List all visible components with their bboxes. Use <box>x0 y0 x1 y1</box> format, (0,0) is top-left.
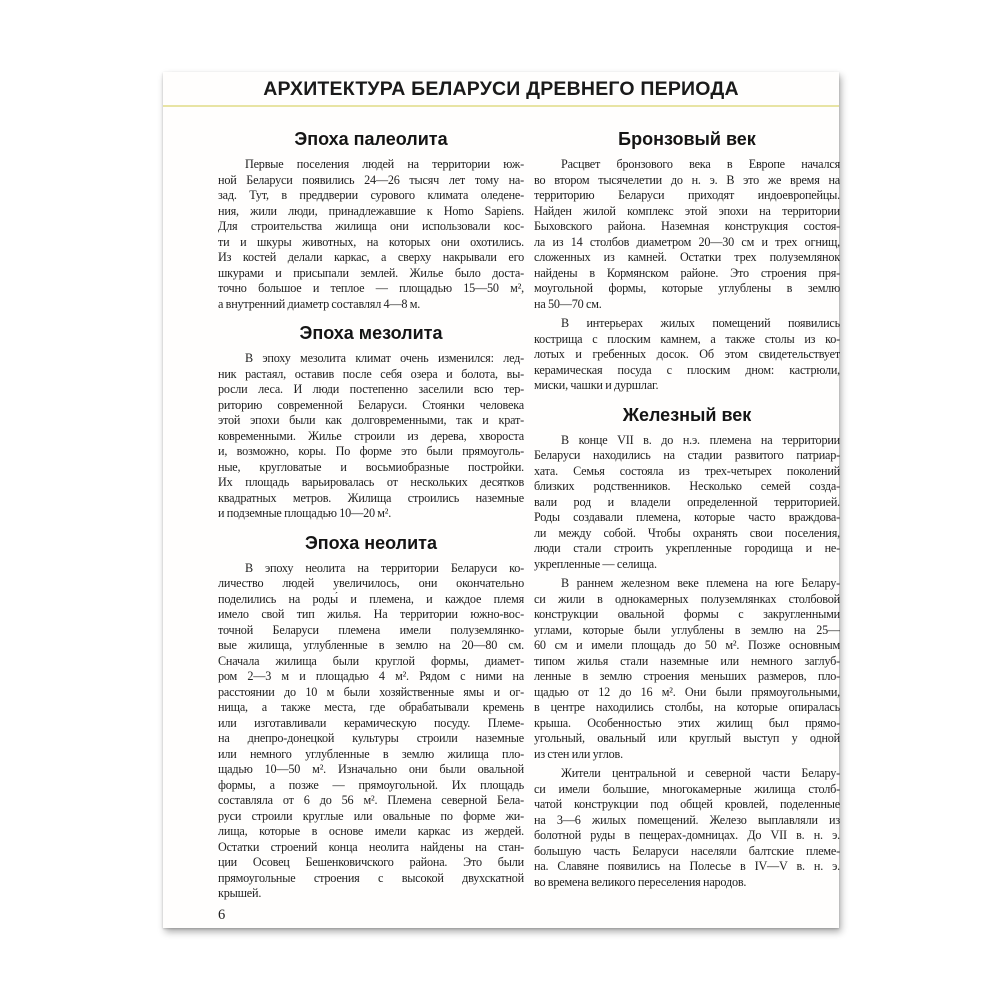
text-line: щадью 10—50 м². Изначально они были овальной <box>218 762 524 776</box>
text-line: моугольной формы, которые углублены в землю <box>534 281 840 295</box>
text-line: керамическая посуда с плоским дном: кастрюли, <box>534 362 840 377</box>
section-heading: Бронзовый век <box>618 129 756 149</box>
text-line: этой эпохи были как долговременными, так и крат- <box>218 413 524 427</box>
text-line: Их площадь варьировалась от нескольких десятков <box>218 475 524 489</box>
text-line: миски, чашки и дуршлаг. <box>534 378 659 392</box>
text-line: на днепро-донецкой культуры строили наземные <box>218 731 524 745</box>
text-line: В эпоху мезолита климат очень изменился: лед- <box>245 351 524 365</box>
text-line: формы, а позже — прямоугольной. Их площадь <box>218 777 524 792</box>
text-line: личество людей увеличилось, они окончательно <box>218 576 524 590</box>
section-heading: Эпоха неолита <box>304 532 437 553</box>
text-line: си жили в однокамерных полуземлянках столбовой <box>534 591 840 606</box>
text-line: люди стали строить укрепленные городища и не- <box>534 541 840 555</box>
text-line: углами, которые были углублены в землю на 25— <box>534 622 840 637</box>
text-line: поделились на роды́ и племена, и каждое племя <box>218 591 524 606</box>
text-columns <box>218 128 840 902</box>
text-line: крышей. <box>218 886 262 900</box>
text-line: ленные в землю строения меньших размеров, пло- <box>534 669 840 683</box>
text-line: или изготавливали керамическую посуду. Племе- <box>218 715 524 730</box>
text-line: ции Осовец Бешенковичского района. Это были <box>218 855 524 869</box>
text-line: зад. Тут, в преддверии сурового климата оледене- <box>218 188 524 202</box>
text-line: точно большое и теплое — площадью 15—50 м², <box>218 281 524 295</box>
text-line: росли леса. И люди постепенно заселили всю тер- <box>218 382 524 396</box>
text-line: угольный, овальный или круглый выступ у одной <box>534 731 840 745</box>
text-line: и, возможно, коры. По форме это были прямоуголь- <box>218 444 524 458</box>
text-line: руси строили круглые или овальные по форме жи- <box>218 808 524 823</box>
paragraph <box>534 433 840 573</box>
text-line: ной Беларуси появились 24—26 тысяч лет тому на- <box>218 172 524 187</box>
text-line: ник растаял, оставив после себя озера и болота, вы- <box>218 366 524 381</box>
text-line: болотной руды в пещерах-домницах. До VII в. н. э. <box>534 828 840 842</box>
page-title: АРХИТЕКТУРА БЕЛАРУСИ ДРЕВНЕГО ПЕРИОДА <box>263 78 739 100</box>
paragraph <box>218 351 524 522</box>
paragraph <box>534 766 840 890</box>
text-line: ковременными. Жилье строили из дерева, хвороста <box>218 428 524 443</box>
text-line: на 3—6 жилых помещений. Железо выплавляли из <box>534 812 840 827</box>
paragraph <box>218 561 524 902</box>
text-line: Найден жилой комплекс этой эпохи на территории <box>534 203 840 218</box>
text-line: составляла от 6 до 56 м². Племена северной Бела- <box>218 793 524 807</box>
text-line: чатой конструкции под общей кровлей, поделенные <box>534 797 840 811</box>
text-line: крыша. Особенностью этих жилищ был прямо- <box>534 715 840 730</box>
text-line: прямоугольные строения с высокой двухскатной <box>218 870 524 885</box>
text-line: Для строительства жилища они использовали кос- <box>218 219 524 233</box>
paragraph <box>534 316 840 394</box>
text-line: 60 см и имели площадь до 50 м². Позже основным <box>534 638 840 652</box>
text-line: квадратных метров. Жилища строились наземные <box>218 490 524 505</box>
text-line: Расцвет бронзового века в Европе начался <box>561 157 840 171</box>
text-line: си имели большие, многокамерные жилища столб- <box>534 781 840 796</box>
text-line: Жители центральной и северной части Белару- <box>561 766 840 780</box>
page-number: 6 <box>218 907 226 923</box>
text-column-left <box>218 128 524 902</box>
text-line: и подземные площадью 10—20 м². <box>218 506 392 520</box>
text-line: в центре находились столбы, на которые опиралась <box>534 700 840 714</box>
text-line: Из костей делали каркас, а сверху накрывали его <box>218 250 524 264</box>
paragraph <box>218 157 524 312</box>
section-heading: Эпоха палеолита <box>294 129 448 149</box>
text-line: лотых и гребенных досок. Об этом свидетельствует <box>534 347 840 361</box>
text-line: на 50—70 см. <box>534 296 602 311</box>
text-line: шкурами и присыпали землей. Жилье было доста- <box>218 265 524 280</box>
paragraph <box>534 576 840 762</box>
text-line: сложенных из камней. Остатки трех полуземлянок <box>534 250 840 264</box>
text-line: на. Славяне появились на Полесье в IV—V в. н. э. <box>534 859 840 873</box>
text-line: Роды создавали племена, которые часто враждова- <box>534 510 840 524</box>
text-line: нища, а также места, где обрабатывали кремень <box>218 700 524 714</box>
text-line: типом жилья стали наземные или немного заглуб- <box>534 653 840 668</box>
paragraph <box>534 157 840 312</box>
text-line: ром 2—3 м и площадью 4 м². Рядом с ними на <box>218 669 524 683</box>
text-line: вые жилища, углубленные в землю на 20—80 см. <box>218 638 524 652</box>
text-line: ные, кругловатые и восьмиобразные постройки. <box>218 459 524 474</box>
text-line: хата. Семья состояла из трех-четырех поколений <box>534 463 840 478</box>
text-line: лища, которые в основе имели каркас из жердей. <box>218 824 524 838</box>
text-line: укрепленные — селища. <box>534 556 657 571</box>
text-line: Беларуси находились на стадии развитого патриар- <box>534 448 840 462</box>
text-line: В конце VII в. до н.э. племена на территории <box>561 432 840 447</box>
text-line: Быховского района. Наземная конструкция состоя- <box>534 219 840 233</box>
text-line: В интерьерах жилых помещений появились <box>561 316 840 330</box>
text-line: во времена великого переселения народов. <box>534 874 747 889</box>
text-line: из стен или углов. <box>534 746 623 761</box>
text-column-right <box>534 128 840 902</box>
text-line: Сначала жилища были круглой формы, диамет- <box>218 653 524 668</box>
text-line: ла из 14 столбов диаметром 20—30 см и трех огнищ, <box>534 234 840 249</box>
text-line: Остатки строений конца неолита найдены на стан- <box>218 839 524 854</box>
text-line: Первые поселения людей на территории юж- <box>245 157 524 171</box>
title-underline-rule <box>163 105 839 107</box>
text-line: точной Беларуси племена имели полуземлянко- <box>218 622 524 637</box>
text-line: кострища с плоским камнем, а также столы из ко- <box>534 331 840 346</box>
text-line: ния, жили люди, принадлежавшие к Homo Sapiens. <box>218 203 524 218</box>
text-line: территорию Беларуси приходят индоевропейцы. <box>534 188 840 202</box>
text-line: а внутренний диаметр составлял 4—8 м. <box>218 296 421 311</box>
text-line: найдены в Кормянском районе. Это строения пря- <box>534 265 840 280</box>
text-line: ли между собой. Чтобы охранять свои поселения, <box>534 525 840 540</box>
text-line: близких родственников. Несколько семей созда- <box>534 479 840 493</box>
text-line: расстоянии до 10 м были хозяйственные ямы и ог- <box>218 684 524 699</box>
text-line: имело свой тип жилья. На территории южно-вос- <box>218 607 524 621</box>
text-line: или немного углубленные в землю жилища пло- <box>218 746 524 761</box>
text-line: риторию современной Беларуси. Стоянки человека <box>218 397 524 412</box>
text-line: В эпоху неолита на территории Беларуси ко- <box>245 560 524 575</box>
text-line: во втором тысячелетии до н. э. В это же время на <box>534 172 840 187</box>
text-line: ти и шкуры животных, на которых они охотились. <box>218 234 524 249</box>
section-heading: Эпоха мезолита <box>299 323 443 343</box>
text-line: В раннем железном веке племена на юге Белару- <box>561 576 840 590</box>
text-line: большую часть Беларуси населяли балтские племе- <box>534 843 840 858</box>
text-line: щадью от 12 до 16 м². Они были прямоугольными, <box>534 684 840 699</box>
text-line: конструкции овальной формы с закругленными <box>534 607 840 621</box>
book-page <box>163 72 839 928</box>
text-line: вали род и владели определенной территорией. <box>534 494 840 509</box>
section-heading: Железный век <box>622 404 752 425</box>
